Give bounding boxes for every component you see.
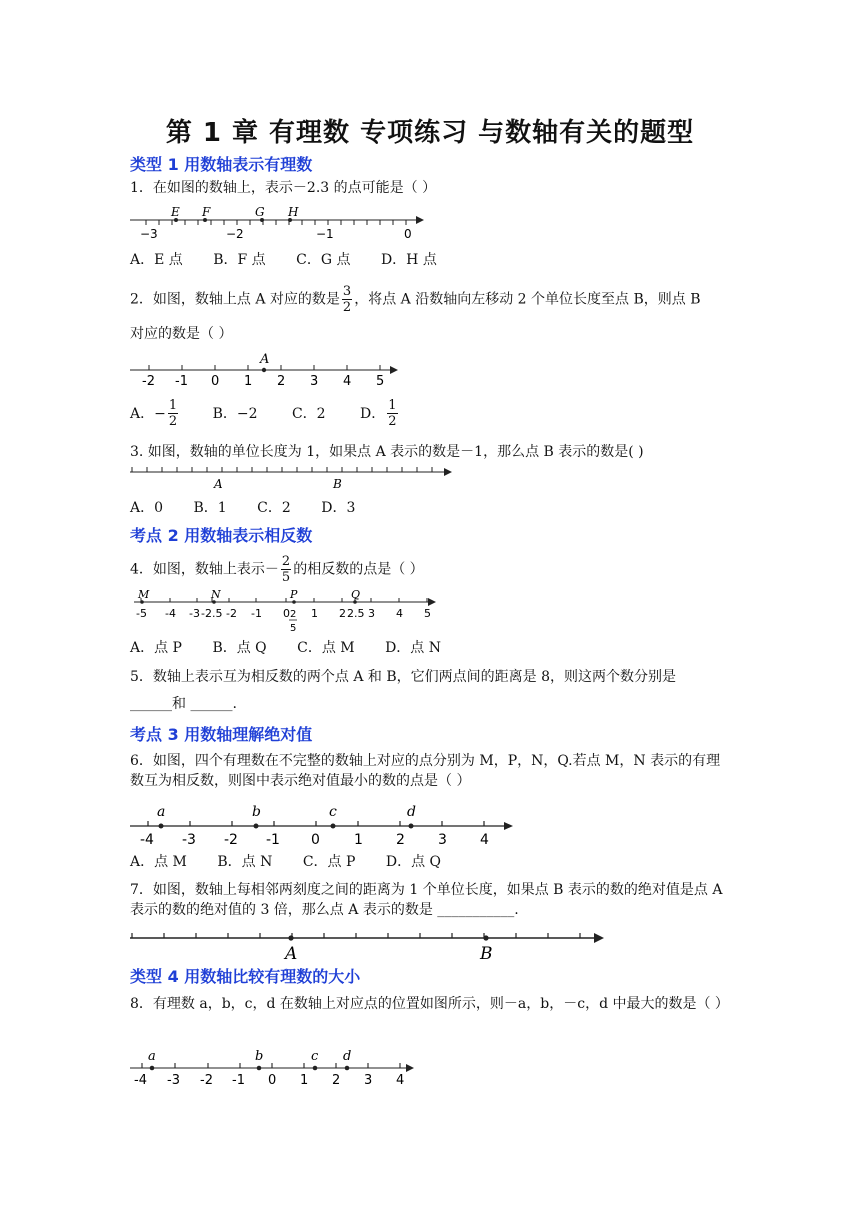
tick-label: 5 [376,374,385,389]
label-q: Q [351,588,361,601]
tick-label: 2 [277,374,286,389]
label-b: b [252,804,261,820]
axis-frac-denominator: 5 [290,623,297,634]
q3-number-line [128,462,458,494]
tick-label: 0 [268,1073,277,1088]
option-b[interactable]: B．点 Q [212,640,267,656]
tick-label: -1 [232,1073,245,1088]
label-a: A [285,944,298,964]
tick-label: 4 [480,832,489,848]
label-d: d [343,1049,352,1064]
option-d[interactable]: D．点 Q [385,854,442,870]
point-b [257,1066,262,1071]
option-c[interactable]: C．G 点 [296,252,351,268]
question-6-text: 6．如图，四个有理数在不完整的数轴上对应的点分别为 M，P，N，Q.若点 M，N 表示的有理数互为相反数，则图中表示绝对值最小的数的点是（ ） [130,753,721,789]
option-b[interactable]: B．F 点 [213,252,266,268]
point-a [159,824,164,829]
label-m: M [138,588,150,601]
tick-label: 1 [354,832,363,848]
tick-label: 0 [283,607,290,620]
question-5-blanks[interactable]: ______和 ______. [130,696,237,712]
option-c[interactable]: C．2 [257,500,291,516]
tick-label: -1 [251,607,262,620]
option-a[interactable]: A．0 [130,500,164,516]
section-heading-4: 类型 4 用数轴比较有理数的大小 [130,967,361,986]
tick-label: 3 [438,832,447,848]
label-e: E [171,205,180,219]
option-a[interactable]: A．E 点 [130,252,183,268]
tick-label: 2 [339,607,346,620]
point-a [262,368,266,372]
point-b [254,824,259,829]
page-title: 第 1 章 有理数 专项练习 与数轴有关的题型 [165,118,695,148]
tick-label: 4 [396,607,403,620]
option-d[interactable]: D．H 点 [380,252,437,268]
option-d[interactable]: D．点 N [385,640,441,656]
tick-label: 1 [244,374,253,389]
tick-label: -4 [134,1073,147,1088]
q1-options [130,250,463,270]
q3-options [130,498,381,518]
tick-label: 4 [343,374,352,389]
tick-label: -3 [189,607,200,620]
q1-number-line [128,204,428,244]
tick-label: 4 [396,1073,405,1088]
tick-label: -4 [140,832,154,848]
section-heading-2: 考点 2 用数轴表示相反数 [130,526,313,545]
option-a[interactable]: A．点 P [130,640,182,656]
label-h: H [288,205,299,219]
tick-label: 2 [332,1073,341,1088]
label-c: c [311,1049,319,1064]
point-d [345,1066,350,1071]
point-a [288,935,293,940]
option-b[interactable]: B．−2 [212,405,258,422]
question-4-text: 4．如图，数轴上表示－ $\frac{2}{5}$ 的相反数的点是（ ） [130,554,424,585]
question-2-text-cont: 对应的数是（ ） [130,326,233,342]
label-g: G [255,205,265,219]
q4-number-line [128,588,448,636]
tick-label: -1 [266,832,280,848]
q2-options [130,398,400,429]
tick-label: 2 [396,832,405,848]
option-b[interactable]: B．点 N [217,854,273,870]
tick-label: 5 [424,607,431,620]
label-f: F [202,205,211,219]
label-b: B [480,944,493,964]
tick-label: -2 [142,374,155,389]
tick-label: 1 [300,1073,309,1088]
label-a: A [260,352,270,367]
tick-label: -2.5 [201,607,223,620]
tick-label: 2.5 [347,607,365,620]
label-b: B [333,477,342,491]
label-b: b [255,1049,264,1064]
q2-number-line [128,350,408,390]
q7-number-line [128,928,608,964]
tick-label: 1 [311,607,318,620]
q4-options [130,638,467,658]
tick-label: −1 [316,227,334,241]
section-heading-1: 类型 1 用数轴表示有理数 [130,155,313,174]
tick-label: 3 [364,1073,373,1088]
tick-label: 0 [404,227,412,241]
q8-number-line [128,1046,428,1090]
point-b [483,935,488,940]
option-a[interactable]: A．− $\frac{1}{2}$ [130,398,178,429]
tick-label: -1 [175,374,188,389]
tick-label: -3 [182,832,196,848]
tick-label: 0 [311,832,320,848]
label-a: A [214,477,223,491]
label-a: a [148,1049,156,1064]
option-a[interactable]: A．点 M [130,854,187,870]
point-c [313,1066,318,1071]
tick-label: -3 [167,1073,180,1088]
point-d [409,824,414,829]
label-d: d [407,804,416,820]
option-c[interactable]: C．点 M [297,640,355,656]
point-a [150,1066,155,1071]
tick-label: -2 [224,832,238,848]
question-3-text: 3. 如图，数轴的单位长度为 1，如果点 A 表示的数是－1，那么点 B 表示的数是( ) [130,444,644,460]
tick-label: -4 [165,607,176,620]
tick-label: 3 [368,607,375,620]
axis-frac-numerator: 2 [290,609,297,620]
option-c[interactable]: C．点 P [302,854,356,870]
label-a: a [157,804,166,820]
label-p: P [290,588,298,601]
option-c[interactable]: C．2 [291,405,326,422]
tick-label: -2 [226,607,237,620]
question-5-text: 5．数轴上表示互为相反数的两个点 A 和 B，它们两点间的距离是 8，则这两个数分别是 [130,669,677,685]
tick-label: -2 [200,1073,213,1088]
tick-label: −2 [226,227,244,241]
question-1-text: 1．在如图的数轴上，表示－2.3 的点可能是（ ） [130,180,437,196]
section-heading-3: 考点 3 用数轴理解绝对值 [130,725,313,744]
tick-label: 0 [211,374,220,389]
question-8-text: 8．有理数 a，b，c，d 在数轴上对应点的位置如图所示，则－a，b，－c，d 中最大的数是（ ） [130,996,729,1012]
q6-number-line [128,800,518,848]
option-d[interactable]: D．3 [321,500,356,516]
tick-label: 3 [310,374,319,389]
point-c [331,824,336,829]
label-n: N [211,588,221,601]
question-2-text: 2．如图，数轴上点 A 对应的数是 $\frac{3}{2}$ ，将点 A 沿数轴向左移动 2 个单位长度至点 B，则点 B [130,284,701,315]
label-c: c [329,804,337,820]
option-b[interactable]: B．1 [193,500,227,516]
q6-options [130,852,467,872]
tick-label: -5 [136,607,147,620]
option-d[interactable]: D． $\frac{1}{2}$ [360,398,397,429]
tick-label: −3 [140,227,158,241]
question-7-text: 7．如图，数轴上每相邻两刻度之间的距离为 1 个单位长度，如果点 B 表示的数的绝对值是点 A 表示的数的绝对值的 3 倍，那么点 A 表示的数是 ___________. [130,882,723,918]
